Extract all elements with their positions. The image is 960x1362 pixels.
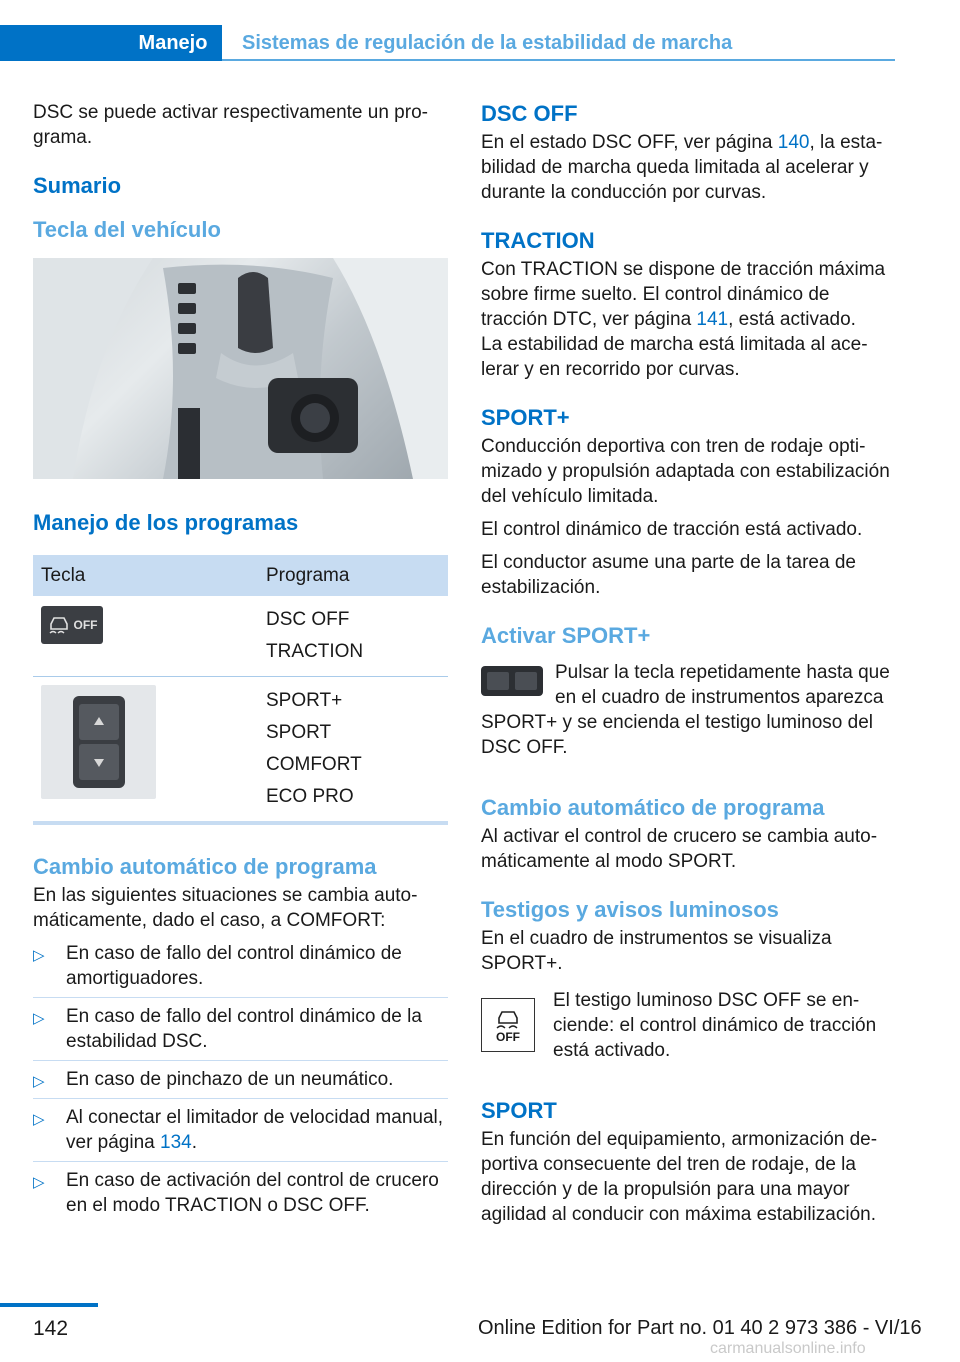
section-title-sport-plus: SPORT+: [481, 405, 570, 430]
activar-paragraph: Pulsar la tecla repetidamente hasta que en el cuadro de instrumentos aparezca SPORT+ y se encienda el testigo luminoso del DSC OFF.: [481, 662, 890, 758]
program-comfort: COMFORT: [266, 754, 362, 775]
testigo-paragraph: El testigo luminoso DSC OFF se enciende: el control dinámico de tracción está activado.: [553, 990, 877, 1061]
page-link-140[interactable]: 140: [777, 132, 810, 153]
triangle-bullet-icon: ▷: [33, 947, 45, 964]
program-sport-plus: SPORT+: [266, 690, 343, 711]
dsc-off-warning-light-icon: [481, 998, 535, 1052]
sport-plus-paragraph-2: El control dinámico de tracción está activado.: [481, 519, 863, 540]
testigos-paragraph: En el cuadro de instrumentos se visualiza SPORT+.: [481, 928, 832, 974]
list-item: ▷ En caso de activación del control de crucero en el modo TRACTION o DSC OFF.: [33, 1170, 439, 1216]
testigo-off-label: OFF: [496, 1030, 520, 1044]
triangle-bullet-icon: ▷: [33, 1010, 45, 1027]
dsc-off-paragraph: En el estado DSC OFF, ver página 140, la estabilidad de marcha queda limitada al acelerar y durante la conducción por curvas.: [481, 132, 883, 203]
table-cell-key: [33, 596, 258, 677]
table-header-tecla: Tecla: [33, 555, 258, 596]
section-title-cambio-left: Cambio automático de programa: [33, 854, 377, 879]
footer-rule: [0, 1303, 98, 1307]
program-dsc-off: DSC OFF: [266, 609, 350, 630]
section-title-cambio-right: Cambio automático de programa: [481, 795, 825, 820]
triangle-bullet-icon: ▷: [33, 1073, 45, 1090]
table-cell-key: [33, 677, 258, 824]
watermark: carmanualsonline.info: [710, 1340, 866, 1357]
program-traction: TRACTION: [266, 641, 364, 662]
cambio-left-paragraph: En las siguientes situaciones se cambia automáticamente, dado el caso, a COMFORT:: [33, 885, 418, 931]
cambio-bullet-list: [33, 935, 448, 1224]
page-link-134[interactable]: 134: [160, 1132, 192, 1153]
activar-block: [481, 660, 896, 760]
triangle-bullet-icon: ▷: [33, 1174, 45, 1191]
section-title-testigos: Testigos y avisos luminosos: [481, 897, 779, 922]
header-title: Sistemas de regulación de la estabilidad de marcha: [242, 32, 733, 54]
left-column: [33, 100, 448, 1224]
program-eco-pro: ECO PRO: [266, 786, 354, 807]
right-column: [481, 100, 896, 1235]
section-title-tecla: Tecla del vehículo: [33, 217, 221, 242]
section-title-traction: TRACTION: [481, 228, 595, 253]
list-item: ▷ En caso de pinchazo de un neumático.: [33, 1061, 448, 1099]
section-title-activar: Activar SPORT+: [481, 623, 651, 648]
sport-paragraph: En función del equipamiento, armonización deportiva consecuente del tren de rodaje, de la dirección y de la propulsión para una mayor agilidad al conducir con máxima estabilización.: [481, 1129, 878, 1225]
triangle-bullet-icon: ▷: [33, 1111, 45, 1128]
testigo-block: [481, 988, 896, 1063]
list-item: ▷ En caso de fallo del control dinámico de amortiguadores.: [33, 935, 448, 998]
program-sport: SPORT: [266, 722, 332, 743]
list-item: ▷ En caso de fallo del control dinámico de la estabilidad DSC.: [33, 998, 448, 1061]
sport-plus-paragraph-3: El conductor asume una parte de la tarea de estabilización.: [481, 552, 856, 598]
cambio-right-paragraph: Al activar el control de crucero se cambia automáticamente al modo SPORT.: [481, 826, 878, 872]
section-title-dsc-off: DSC OFF: [481, 101, 578, 126]
vehicle-console-photo: [33, 258, 448, 479]
traction-paragraph-2: La estabilidad de marcha está limitada al acelerar y en recorrido por curvas.: [481, 334, 868, 380]
table-cell-programs: [258, 596, 448, 677]
list-item: ▷ Al conectar el limitador de velocidad manual, ver página 134.: [33, 1099, 448, 1162]
header-tab: Manejo: [138, 32, 208, 54]
page-link-141[interactable]: 141: [696, 309, 729, 330]
traction-paragraph: Con TRACTION se dispone de tracción máxima sobre firme suelto. El control dinámico de tracción DTC, ver página 141, está activado.: [481, 259, 886, 330]
programs-table: [33, 555, 448, 825]
page-number: 142: [33, 1317, 69, 1340]
rocker-key-icon: [481, 666, 543, 696]
off-label: OFF: [73, 618, 98, 632]
header-rule: [222, 59, 895, 61]
mode-rocker-switch-icon: [41, 685, 156, 799]
edition-note: Online Edition for Part no. 01 40 2 973 386 - VI/16: [478, 1317, 922, 1339]
section-title-sumario: Sumario: [33, 173, 122, 198]
table-cell-programs: [258, 677, 448, 824]
dsc-off-button-icon: [41, 606, 103, 644]
table-header-programa: Programa: [258, 555, 448, 596]
intro-paragraph: DSC se puede activar respectivamente un programa.: [33, 102, 428, 148]
section-title-sport: SPORT: [481, 1098, 557, 1123]
section-title-manejo: Manejo de los programas: [33, 510, 299, 535]
sport-plus-paragraph: Conducción deportiva con tren de rodaje optimizado y propulsión adaptada con estabilización del vehículo limitada.: [481, 436, 890, 507]
